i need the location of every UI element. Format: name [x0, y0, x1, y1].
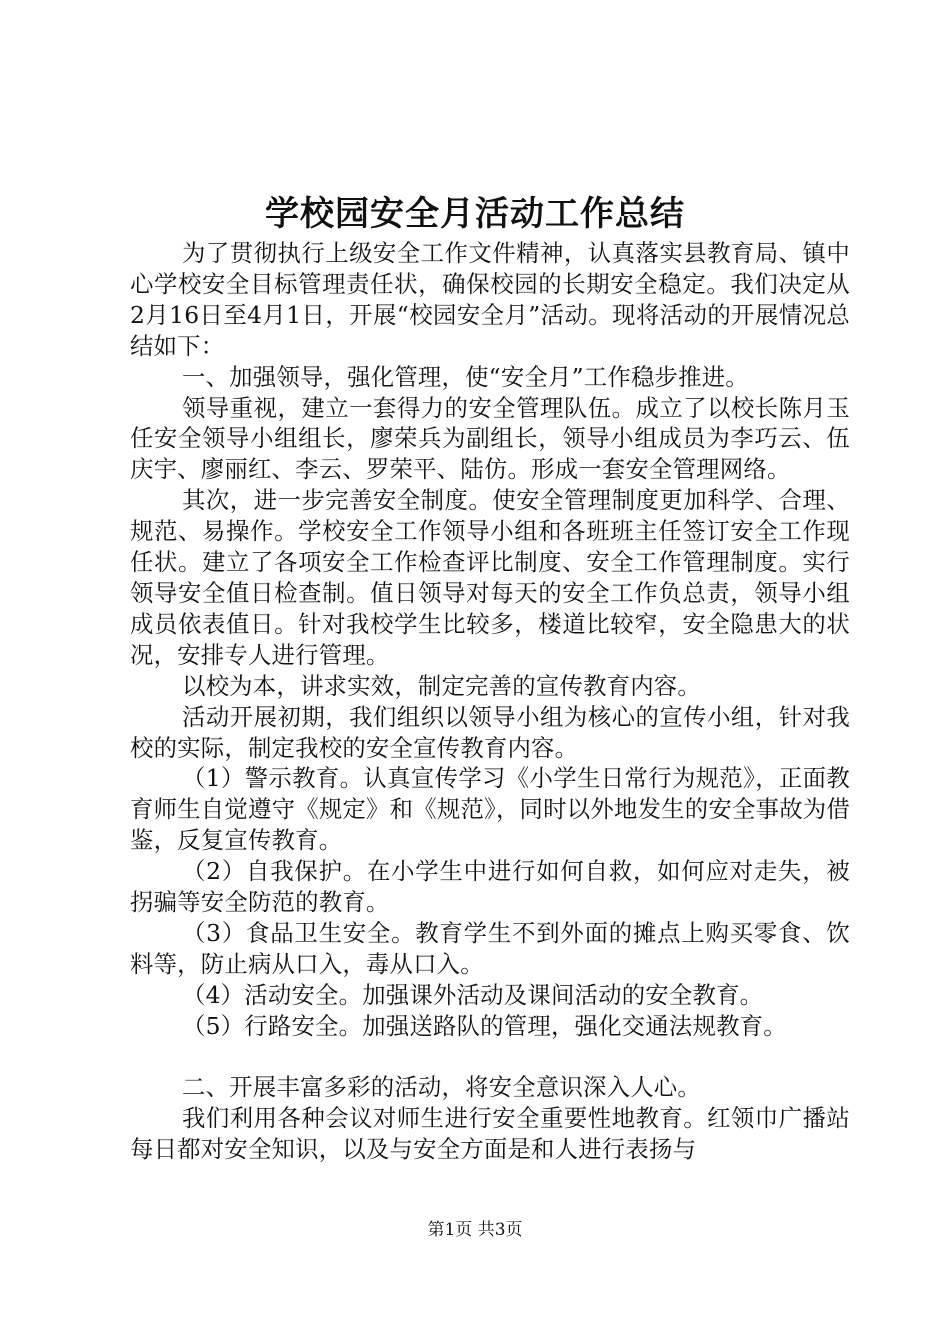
list-item-self-protection: （2）自我保护。在小学生中进行如何自救，如何应对走失，被拐骗等安全防范的教育。: [130, 857, 850, 917]
document-body: [130, 238, 850, 1165]
section-heading-1: 一、加强领导，强化管理，使“安全月”工作稳步推进。: [182, 362, 749, 391]
blank-line: [130, 1042, 850, 1073]
list-item-activity-safety: （4）活动安全。加强课外活动及课间活动的安全教育。: [182, 980, 764, 1009]
section-heading-2: 二、开展丰富多彩的活动，将安全意识深入人心。: [182, 1073, 701, 1102]
paragraph-safety-system: 其次，进一步完善安全制度。使安全管理制度更加科学、合理、规范、易操作。学校安全工作领导小组和各班班主任签订安全工作现任状。建立了各项安全工作检查评比制度、安全工作管理制度。实行领导安全值日检查制。值日领导对每天的安全工作负总责，领导小组成员依表值日。针对我校学生比较多，楼道比较窄，安全隐患大的状况，安排专人进行管理。: [130, 486, 850, 669]
page-footer: 第1页 共3页: [427, 1220, 523, 1240]
list-item-road-safety: （5）行路安全。加强送路队的管理，强化交通法规教育。: [182, 1011, 787, 1040]
paragraph-meetings: 我们利用各种会议对师生进行安全重要性地教育。红领巾广播站每日都对安全知识，以及与安全方面是和人进行表扬与: [130, 1104, 850, 1164]
paragraph-school-based: 以校为本，讲求实效，制定完善的宣传教育内容。: [182, 671, 701, 700]
paragraph-intro: 为了贯彻执行上级安全工作文件精神，认真落实县教育局、镇中心学校安全目标管理责任状，确保校园的长期安全稳定。我们决定从2月16日至4月1日，开展“校园安全月”活动。现将活动的开展情况总结如下：: [130, 239, 850, 360]
list-item-food-safety: （3）食品卫生安全。教育学生不到外面的摊点上购买零食、饮料等，防止病从口入，毒从口入。: [130, 918, 850, 978]
paragraph-leadership: 领导重视，建立一套得力的安全管理队伍。成立了以校长陈月玉任安全领导小组组长，廖荣兵为副组长，领导小组成员为李巧云、伍庆宇、廖丽红、李云、罗荣平、陆仿。形成一套安全管理网络。: [130, 393, 850, 484]
document-title: 学校园安全月活动工作总结: [265, 194, 685, 234]
paragraph-publicity-group: 活动开展初期，我们组织以领导小组为核心的宣传小组，针对我校的实际，制定我校的安全宣传教育内容。: [130, 702, 850, 762]
list-item-warning-education: （1）警示教育。认真宣传学习《小学生日常行为规范》，正面教育师生自觉遵守《规定》和《规范》，同时以外地发生的安全事故为借鉴，反复宣传教育。: [130, 764, 850, 855]
